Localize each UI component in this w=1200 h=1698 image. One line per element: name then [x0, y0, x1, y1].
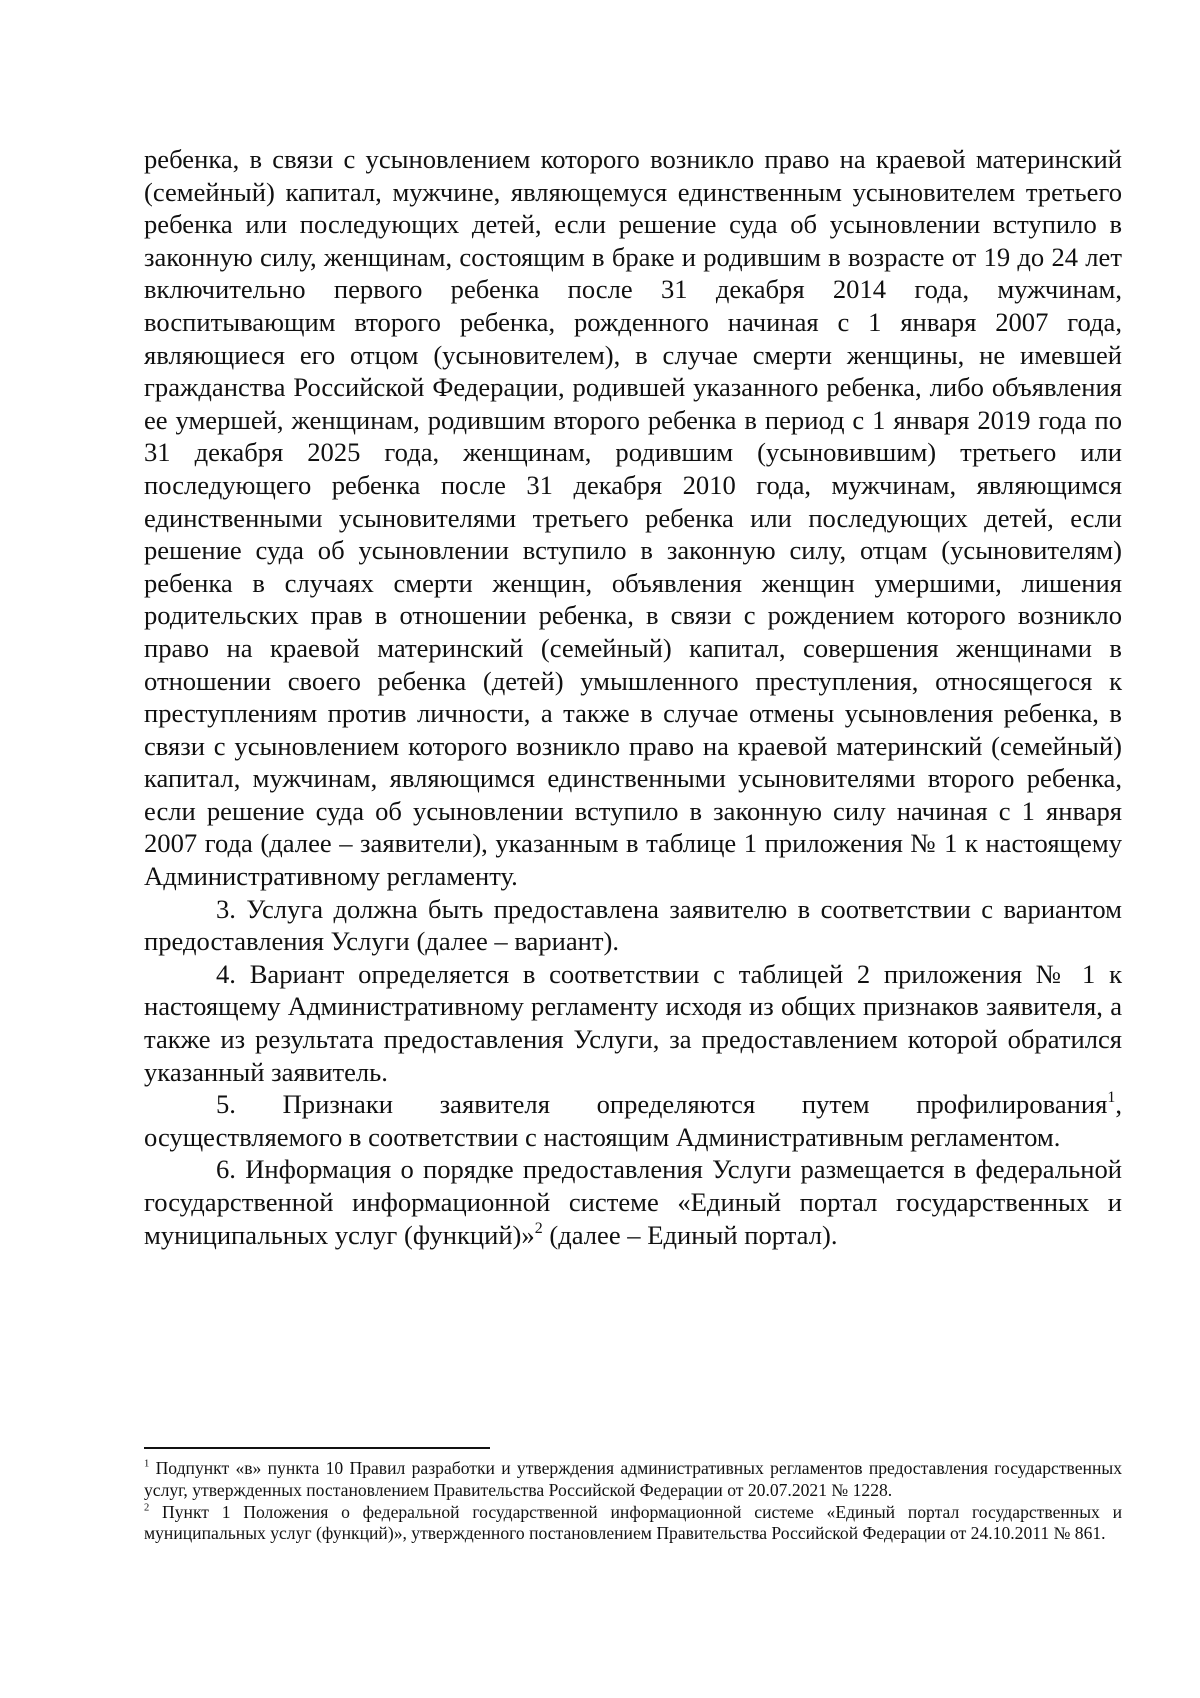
paragraph-4: 4. Вариант определяется в соответствии с таблицей 2 приложения № 1 к настоящему Административному регламенту исходя из общих признаков заявителя, а также из результата предоставления Услуги, за предоставлением которой обратился указанный заявитель. — [144, 958, 1122, 1087]
paragraph-6-text-end: (далее – Единый портал). — [542, 1219, 838, 1250]
footnote-1 — [144, 1458, 1122, 1502]
footnote-2-text: Пункт 1 Положения о федеральной государственной информационной системе «Единый портал государственных и муниципальных услуг (функций)», утвержденного постановлением Правительства Российской Федерации от 24.10.2011 № 861. — [144, 1501, 1122, 1544]
footnote-marker-2: 2 — [144, 1502, 150, 1514]
footnote-marker-1: 1 — [144, 1458, 150, 1470]
paragraph-3: 3. Услуга должна быть предоставлена заявителю в соответствии с вариантом предоставления Услуги (далее – вариант). — [144, 893, 1122, 957]
paragraph-6-text: 6. Информация о порядке предоставления Услуги размещается в федеральной государственной информационной системе «Единый портал государственных и муниципальных услуг (функций)» — [144, 1154, 1122, 1250]
footnote-ref-1: 1 — [1107, 1089, 1116, 1107]
footnote-2 — [144, 1502, 1122, 1546]
paragraph-6 — [144, 1153, 1122, 1251]
paragraph-5 — [144, 1088, 1122, 1153]
paragraph-continuation: ребенка, в связи с усыновлением которого возникло право на краевой материнский (семейный) капитал, мужчине, являющемуся единственным усыновителем третьего ребенка или последующих детей, если решение суда об усыновлении вступило в законную силу, женщинам, состоящим в браке и родившим в возрасте от 19 до 24 лет включительно первого ребенка после 31 декабря 2014 года, мужчинам, воспитывающим второго ребенка, рожденного начиная с 1 января 2007 года, являющиеся его отцом (усыновителем), в случае смерти женщины, не имевшей гражданства Российской Федерации, родившей указанного ребенка, либо объявления ее умершей, женщинам, родившим второго ребенка в период с 1 января 2019 года по 31 декабря 2025 года, женщинам, родившим (усыновившим) третьего или последующего ребенка после 31 декабря 2010 года, мужчинам, являющимся единственными усыновителями третьего ребенка или последующих детей, если решение суда об усыновлении вступило в законную силу, отцам (усыновителям) ребенка в случаях смерти женщин, объявления женщин умершими, лишения родительских прав в отношении ребенка, в связи с рождением которого возникло право на краевой материнский (семейный) капитал, совершения женщинами в отношении своего ребенка (детей) умышленного преступления, относящегося к преступлениям против личности, а также в случае отмены усыновления ребенка, в связи с усыновлением которого возникло право на краевой материнский (семейный) капитал, мужчинам, являющимся единственными усыновителями второго ребенка, если решение суда об усыновлении вступило в законную силу начиная с 1 января 2007 года (далее – заявители), указанным в таблице 1 приложения № 1 к настоящему Административному регламенту. — [144, 144, 1122, 892]
footnotes — [144, 1458, 1122, 1545]
main-text — [144, 143, 1122, 1251]
footnote-1-text: Подпункт «в» пункта 10 Правил разработки и утверждения административных регламентов предоставления государственных услуг, утвержденных постановлением Правительства Российской Федерации от 20.07.2021 № 1228. — [144, 1458, 1122, 1500]
paragraph-5-text: 5. Признаки заявителя определяются путем профилирования — [216, 1089, 1108, 1120]
paragraph-5-text-end: , осуществляемого в соответствии с настоящим Административным регламентом. — [144, 1089, 1122, 1152]
footnote-separator — [144, 1447, 490, 1449]
footnote-ref-2: 2 — [534, 1219, 543, 1237]
